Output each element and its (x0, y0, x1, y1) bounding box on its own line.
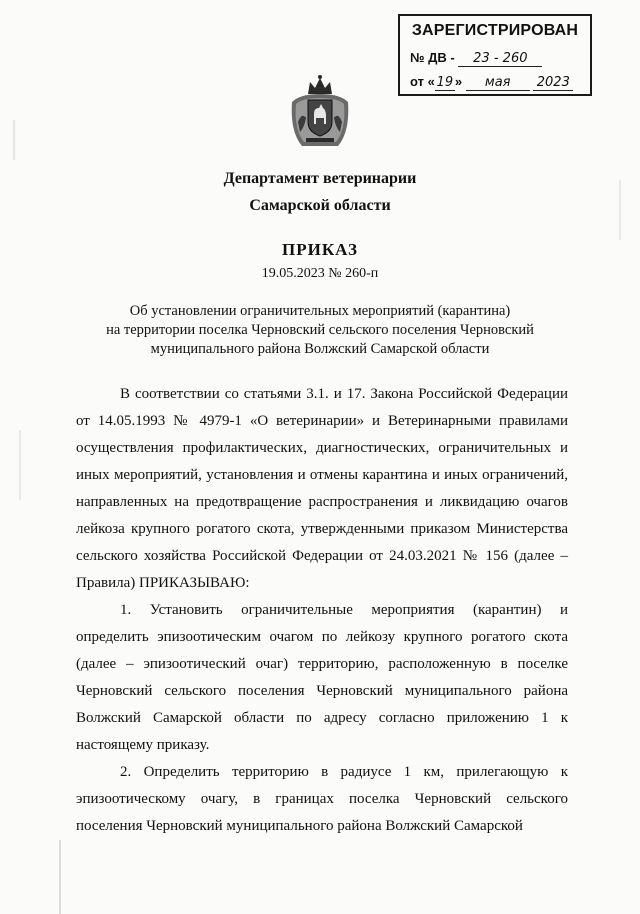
subject-line: на территории поселка Черновский сельского поселения Черновский (106, 322, 534, 338)
document-subject (60, 302, 580, 359)
department-name-line1: Департамент ветеринарии (223, 170, 417, 187)
document-body (76, 381, 568, 840)
order-item-1: 1. Установить ограничительные мероприятия (карантин) и определить эпизоотическим очагом по лейкозу крупного рогатого скота (далее – эпизоотический очаг) территорию, расположенную в поселке Черновский сельского поселения Черновский муниципального района Волжский Самарской области по адресу согласно приложению 1 к настоящему приказу. (76, 602, 568, 753)
stamp-date-month: мая (466, 75, 530, 91)
subject-line: муниципального района Волжский Самарской области (150, 341, 490, 357)
subject-line: Об установлении ограничительных мероприятий (карантина) (129, 303, 511, 319)
preamble-paragraph: В соответствии со статьями 3.1. и 17. Закона Российской Федерации от 14.05.1993 № 4979-1 «О ветеринарии» и Ветеринарными правилами осуществления профилактических, диагностических, ограничительных и иных мероприятий, установления и отмены карантина и иных ограничений, направленных на предотвращение распространения и ликвидацию очагов лейкоза крупного рогатого скота, утвержденными приказом Министерства сельского хозяйства Российской Федерации от 24.03.2021 № 156 (далее – Правила) ПРИКАЗЫВАЮ: (76, 386, 568, 591)
document-type-title: ПРИКАЗ (282, 240, 358, 259)
stamp-number-label: № ДВ - (410, 50, 455, 65)
stamp-date-prefix: от « (410, 74, 435, 89)
stamp-title: ЗАРЕГИСТРИРОВАН (411, 22, 579, 39)
order-item-2: 2. Определить территорию в радиусе 1 км, прилегающую к эпизоотическому очагу, в границах поселка Черновский сельского поселения Черновский муниципального района Волжский Самарской (76, 764, 568, 834)
stamp-number-row (410, 50, 542, 67)
department-name-line2: Самарской области (249, 197, 391, 214)
stamp-date-day: 19 (436, 75, 454, 90)
document-date-number: 19.05.2023 № 260-п (261, 266, 379, 281)
stamp-number-value: 23 - 260 (458, 51, 542, 67)
stamp-date-year: 2023 (533, 75, 573, 91)
samara-coat-of-arms-icon (288, 72, 352, 152)
registration-stamp (398, 14, 592, 96)
stamp-date-mid: » (454, 74, 463, 89)
stamp-date-row (410, 74, 573, 91)
